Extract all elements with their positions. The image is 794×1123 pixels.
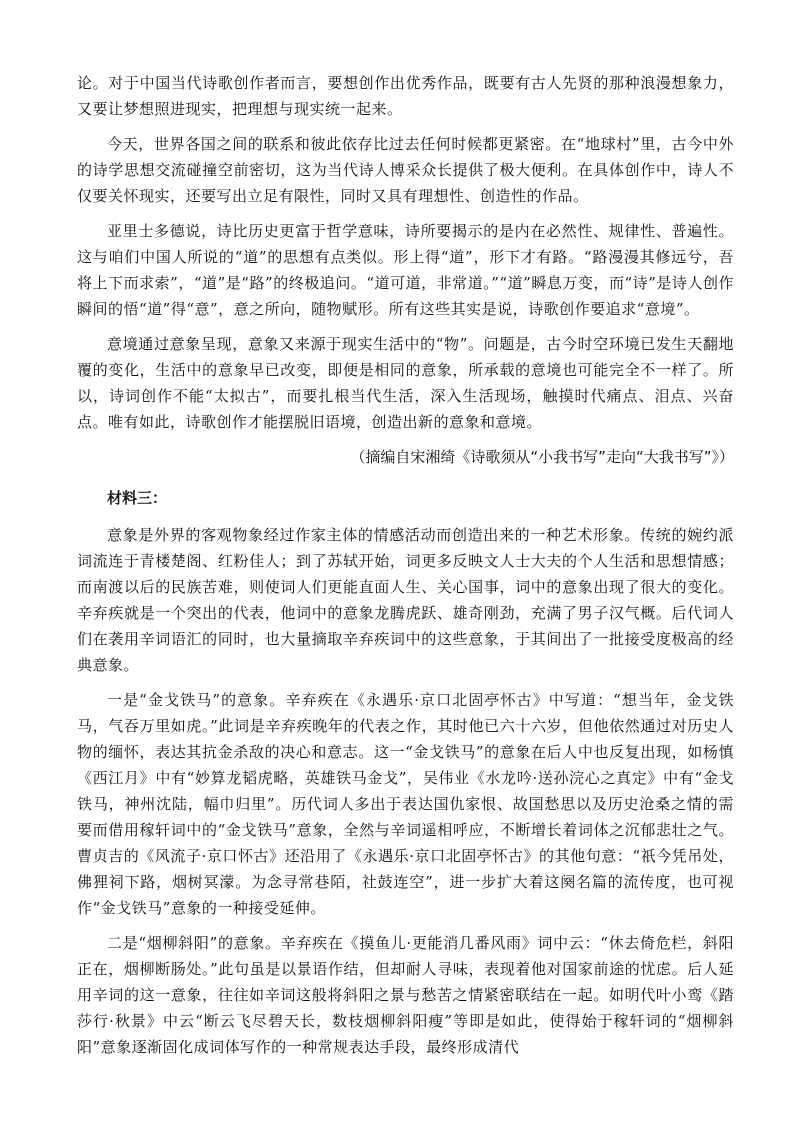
paragraph: 意象是外界的客观物象经过作家主体的情感活动而创造出来的一种艺术形象。传统的婉约派词流连于青楼楚阁、红粉佳人；到了苏轼开始，词更多反映文人士大夫的个人生活和思想情感；而南渡以后的民族苦难，则使词人们更能直面人生、关心国事，词中的意象出现了很大的变化。辛弃疾就是一个突出的代表，他词中的意象龙腾虎跃、雄奇刚劲，充满了男子汉气概。后代词人们在袭用辛词语汇的同时，也大量摘取辛弃疾词中的这些意象，于其间出了一批接受度极高的经典意象。 (77, 526, 734, 674)
paragraph: 论。对于中国当代诗歌创作者而言，要想创作出优秀作品，既要有古人先贤的那种浪漫想象力，又要让梦想照进现实，把理想与现实统一起来。 (77, 74, 734, 118)
paragraph: 二是“烟柳斜阳”的意象。辛弃疾在《摸鱼儿·更能消几番风雨》词中云：“休去倚危栏，斜阳正在，烟柳断肠处。”此句虽是以景语作结，但却耐人寻味，表现着他对国家前途的忧虑。后人延用辛词的这一意象，往往如辛词这般将斜阳之景与愁苦之情紧密联结在一起。如明代叶小鸾《踏莎行·秋景》中云“断云飞尽碧天长，数枝烟柳斜阳瘦”等即是如此，使得始于稼轩词的“烟柳斜阳”意象逐渐固化成词体写作的一种常规表达手段，最终形成清代 (77, 934, 734, 1056)
material-two-section (77, 70, 734, 470)
paragraph: 今天，世界各国之间的联系和彼此依存比过去任何时候都更紧密。在“地球村”里，古今中外的诗学思想交流碰撞空前密切，这为当代诗人博采众长提供了极大便利。在具体创作中，诗人不仅要关怀现实，还要写出立足有限性，同时又具有理想性、创造性的作品。 (77, 135, 734, 205)
paragraph: 亚里士多德说，诗比历史更富于哲学意味，诗所要揭示的是内在必然性、规律性、普遍性。这与咱们中国人所说的“道”的思想有点类似。形上得“道”，形下才有路。“路漫漫其修远兮，吾将上下而求索”，“道”是“路”的终极追问。“道可道，非常道。”“道”瞬息万变，而“诗”是诗人创作瞬间的悟“道”得“意”，意之所向，随物赋形。所有这些其实是说，诗歌创作要追求“意境”。 (77, 222, 734, 318)
material-three-section (77, 485, 734, 1060)
paragraph: 意境通过意象呈现，意象又来源于现实生活中的“物”。问题是，古今时空环境已发生天翻地覆的变化，生活中的意象早已改变，即便是相同的意象，所承载的意境也可能完全不一样了。所以，诗词创作不能“太拟古”，而要扎根当代生活，深入生活现场，触摸时代痛点、泪点、兴奋点。唯有如此，诗歌创作才能摆脱旧语境，创造出新的意象和意境。 (77, 335, 734, 431)
source-citation: （摘编自宋湘绮《诗歌须从“小我书写”走向“大我书写”》） (350, 448, 734, 466)
section-heading: 材料三： (107, 489, 168, 507)
paragraph: 一是“金戈铁马”的意象。辛弃疾在《永遇乐·京口北固亭怀古》中写道：“想当年，金戈铁马，气吞万里如虎。”此词是辛弃疾晚年的代表之作，其时他已六十六岁，但他依然通过对历史人物的缅怀，表达其抗金杀敌的决心和意志。这一“金戈铁马”的意象在后人中也反复出现，如杨慎《西江月》中有“妙算龙韬虎略，英雄铁马金戈”，吴伟业《水龙吟·送孙浣心之真定》中有“金戈铁马，神州沈陆，幅巾归里”。历代词人多出于表达国仇家恨、故国愁思以及历史沧桑之情的需要而借用稼轩词中的“金戈铁马”意象，全然与辛词遥相呼应，不断增长着词体之沉郁悲壮之气。曹贞吉的《风流子·京口怀古》还沿用了《永遇乐·京口北固亭怀古》的其他句意：“祇今凭吊处，佛狸祠下路，烟树冥濛。为念寻常巷陌，社鼓连空”，进一步扩大着这阕名篇的流传度，也可视作“金戈铁马”意象的一种接受延伸。 (77, 691, 734, 917)
